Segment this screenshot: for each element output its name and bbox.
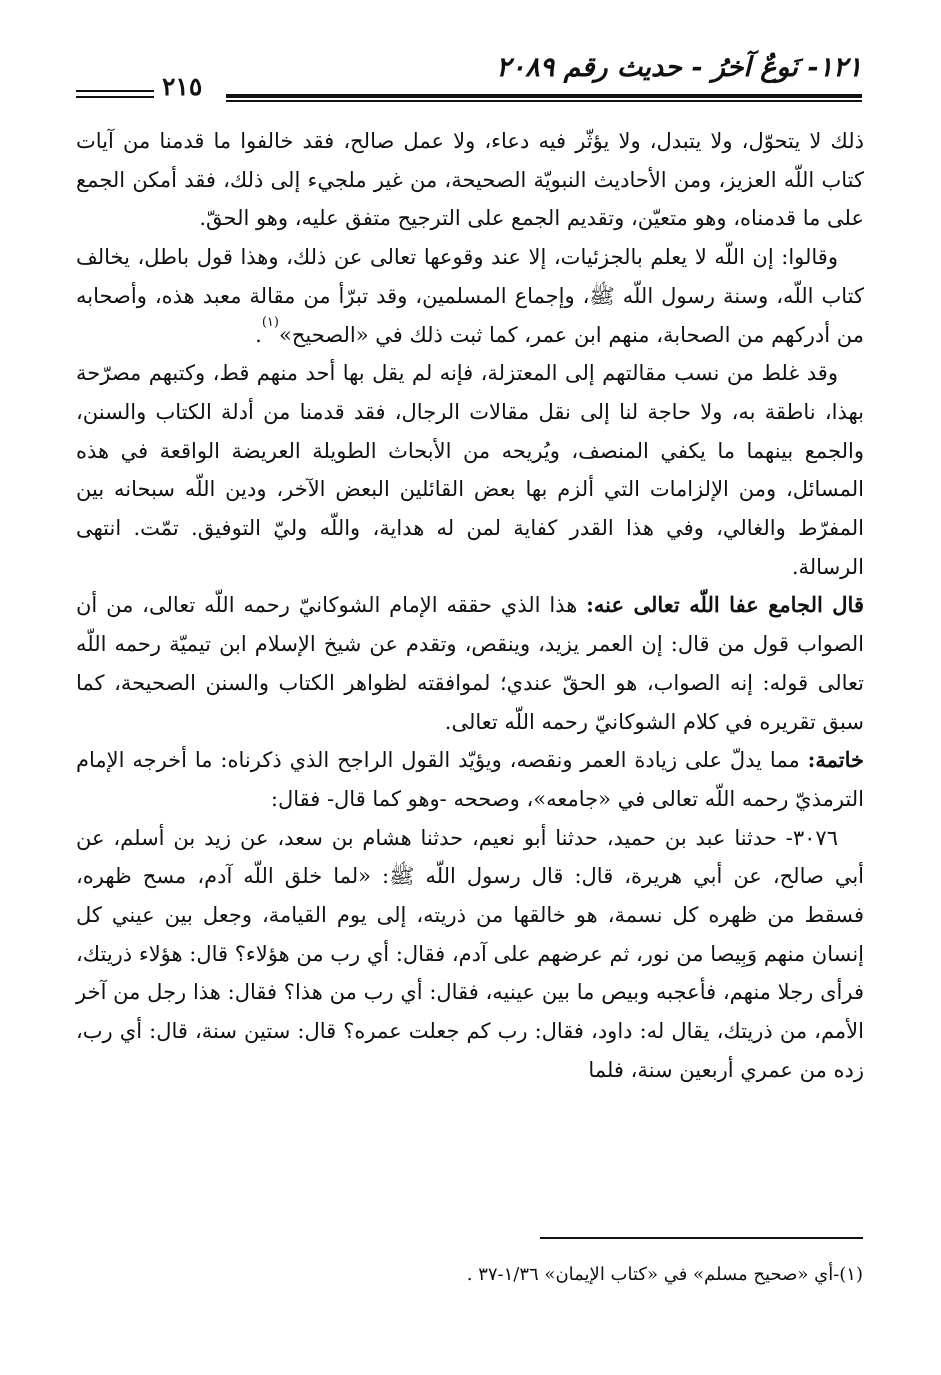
- paragraph-text: مما يدلّ على زيادة العمر ونقصه، ويؤيّد القول الراجح الذي ذكرناه: ما أخرجه الإمام الترمذيّ رحمه اللّه تعالى في «جامعه»، وصححه -وهو كما قال- فقال:: [76, 748, 864, 811]
- footnote: (١)-أي «صحيح مسلم» في «كتاب الإيمان» ١/٣٦-٣٧ .: [466, 1264, 863, 1285]
- paragraph-lead: قال الجامع عفا اللّه تعالى عنه:: [586, 592, 864, 618]
- paragraph-text: هذا الذي حققه الإمام الشوكانيّ رحمه اللّه تعالى، من أن الصواب قول من قال: إن العمر يزيد، وينقص، وتقدم عن شيخ الإسلام ابن تيميّة رحمه اللّه تعالى قوله: إنه الصواب، هو الحقّ عندي؛ لموافقته لظواهر الكتاب والسنن الصحيحة، كما سبق تقريره في كلام الشوكانيّ رحمه اللّه تعالى.: [76, 593, 864, 734]
- paragraph-3: [76, 354, 864, 586]
- header-rule-thick: [226, 94, 862, 98]
- paragraph-5: [76, 741, 864, 818]
- footnote-separator: [540, 1237, 863, 1239]
- paragraph-4: [76, 586, 864, 741]
- paragraph-1: [76, 122, 864, 238]
- paragraph-6: [76, 819, 864, 1090]
- paragraph-text: ٣٠٧٦- حدثنا عبد بن حميد، حدثنا أبو نعيم، حدثنا هشام بن سعد، عن زيد بن أسلم، عن أبي صالح، عن أبي هريرة، قال: قال رسول اللّه ﷺ: «لما خلق اللّه آدم، مسح ظهره، فسقط من ظهره كل نسمة، هو خالقها من ذريته، إلى يوم القيامة، وجعل بين عيني كل إنسان منهم وَبِيصا من نور، ثم عرضهم على آدم، فقال: أي رب من هؤلاء؟ قال: هؤلاء ذريتك، فرأى رجلا منهم، فأعجبه وبيص ما بين عينيه، فقال: أي رب من هذا؟ فقال: هذا رجل من آخر الأمم، من ذريتك، يقال له: داود، فقال: رب كم جعلت عمره؟ قال: ستين سنة، قال: أي رب، زده من عمري أربعين سنة، فلما: [76, 825, 864, 1082]
- main-text: [76, 122, 864, 1090]
- paragraph-text: وقد غلط من نسب مقالتهم إلى المعتزلة، فإنه لم يقل بها أحد منهم قط، وكتبهم مصرّحة بهذا، ناطقة به، ولا حاجة لنا إلى نقل مقالات الرجال، فقد قدمنا من أدلة الكتاب والسنن، والجمع بينهما ما يكفي المنصف، ويُريحه من الأبحاث الطويلة العريضة الواقعة في هذه المسائل، ومن الإلزامات التي ألزم بها بعض القائلين البعض الآخر، ودين اللّه سبحانه بين المفرّط والغالي، وفي هذا القدر كفاية لمن له هداية، واللّه وليّ التوفيق. تمّت. انتهى الرسالة.: [76, 361, 864, 579]
- paragraph-2: [76, 238, 864, 354]
- header-title: ١٢١- نَوعٌ آخرُ - حديث رقم ٢٠٨٩: [496, 52, 862, 83]
- footnote-ref: (١): [261, 314, 279, 330]
- paragraph-tail: .: [255, 322, 262, 347]
- running-header: [76, 52, 862, 102]
- header-rule-left-top: [76, 90, 154, 92]
- paragraph-lead: خاتمة:: [807, 747, 864, 773]
- page-number: ٢١٥: [162, 72, 203, 101]
- paragraph-text: ذلك لا يتحوّل، ولا يتبدل، ولا يؤثّر فيه دعاء، ولا عمل صالح، فقد خالفوا ما قدمنا من آيات كتاب اللّه العزيز، ومن الأحاديث النبويّة الصحيحة، من غير ملجيء إلى ذلك، فقد أمكن الجمع على ما قدمناه، وهو متعيّن، وتقديم الجمع على الترجيح متفق عليه، وهو الحقّ.: [76, 129, 864, 231]
- header-rule-thin: [226, 100, 862, 102]
- paragraph-text: وقالوا: إن اللّه لا يعلم بالجزئيات، إلا عند وقوعها تعالى عن ذلك، وهذا قول باطل، يخالف كتاب اللّه، وسنة رسول اللّه ﷺ، وإجماع المسلمين، وقد تبرّأ من مقالة معبد هذه، وأصحابه من أدركهم من الصحابة، منهم ابن عمر، كما ثبت ذلك في «الصحيح»: [76, 245, 864, 347]
- header-rule-left-bottom: [76, 96, 154, 98]
